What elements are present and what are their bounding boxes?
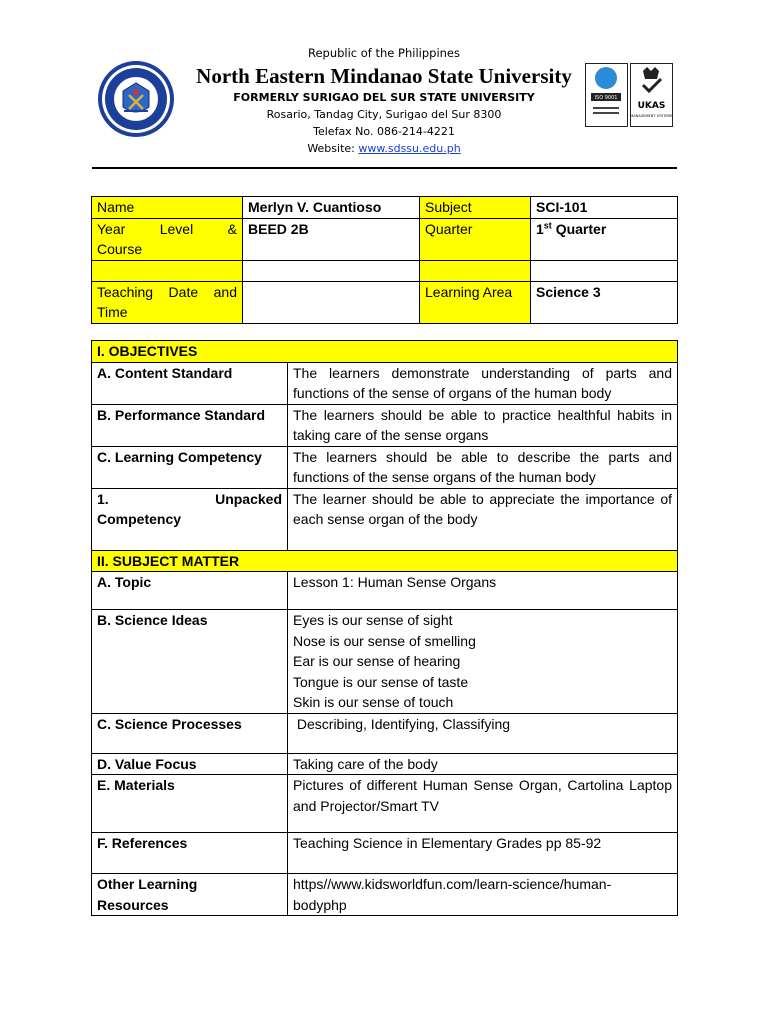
info-row	[92, 218, 678, 260]
info-row	[92, 197, 678, 219]
table-row	[92, 404, 678, 446]
other-resources-label: Other Learning Resources	[92, 874, 288, 916]
content-standard-value: The learners demonstrate understanding of parts and functions of the sense of organs of the human body	[288, 362, 678, 404]
science-ideas-value	[288, 610, 678, 714]
blank-cell	[420, 260, 531, 281]
content-standard-label: A. Content Standard	[92, 362, 288, 404]
cert-ukas-sub-text: MANAGEMENT SYSTEMS	[630, 114, 673, 118]
science-processes-value: Describing, Identifying, Classifying	[288, 713, 678, 753]
university-name: North Eastern Mindanao State University	[196, 64, 572, 88]
website-link[interactable]: www.sdssu.edu.ph	[358, 142, 461, 155]
list-item: Nose is our sense of smelling	[293, 632, 476, 649]
references-label: F. References	[92, 833, 288, 874]
list-item: Tongue is our sense of taste	[293, 673, 469, 690]
lesson-plan-table	[91, 340, 678, 916]
info-row	[92, 260, 678, 281]
quarter-label: Quarter	[420, 218, 531, 260]
blank-cell	[92, 260, 243, 281]
other-resources-value: https//www.kidsworldfun.com/learn-science/human- bodyphp	[288, 874, 678, 916]
value-focus-value: Taking care of the body	[288, 753, 678, 775]
table-row	[92, 753, 678, 775]
section-header-row	[92, 341, 678, 363]
cert-iso-text: ISO 9001	[594, 95, 618, 101]
list-item: Ear is our sense of hearing	[293, 653, 461, 669]
name-value: Merlyn V. Cuantioso	[243, 197, 420, 219]
learning-competency-label: C. Learning Competency	[92, 446, 288, 488]
list-item: Eyes is our sense of sight	[293, 612, 453, 628]
teaching-date-value	[243, 281, 420, 323]
table-row	[92, 488, 678, 550]
teaching-date-label: Teaching Date and Time	[92, 281, 243, 323]
table-row	[92, 833, 678, 874]
table-row	[92, 572, 678, 610]
header-divider	[92, 167, 677, 169]
references-value: Teaching Science in Elementary Grades pp 85-92	[288, 833, 678, 874]
science-ideas-label: B. Science Ideas	[92, 610, 288, 714]
section-header-row	[92, 550, 678, 572]
table-row	[92, 362, 678, 404]
info-table	[91, 196, 678, 324]
table-row	[92, 610, 678, 714]
year-level-label: Year Level & Course	[92, 218, 243, 260]
table-row	[92, 713, 678, 753]
science-processes-label: C. Science Processes	[92, 713, 288, 753]
topic-label: A. Topic	[92, 572, 288, 610]
name-label: Name	[92, 197, 243, 219]
cert-ukas-text: UKAS	[637, 101, 666, 111]
address-text: Rosario, Tandag City, Surigao del Sur 8300	[266, 108, 502, 121]
topic-value: Lesson 1: Human Sense Organs	[288, 572, 678, 610]
university-seal-icon	[96, 59, 176, 139]
quarter-value: 1st Quarter	[531, 218, 678, 260]
performance-standard-label: B. Performance Standard	[92, 404, 288, 446]
materials-value: Pictures of different Human Sense Organ, Cartolina Laptop and Projector/Smart TV	[288, 775, 678, 833]
website-line	[0, 142, 768, 155]
certification-logo-icon	[585, 63, 673, 127]
learning-competency-value: The learners should be able to describe the parts and functions of the sense organs of the human body	[288, 446, 678, 488]
blank-cell	[243, 260, 420, 281]
telefax-text: Telefax No. 086-214-4221	[313, 125, 455, 138]
table-row	[92, 775, 678, 833]
table-row	[92, 446, 678, 488]
learning-area-label: Learning Area	[420, 281, 531, 323]
unpacked-competency-label: 1. Unpacked Competency	[92, 488, 288, 550]
subject-value: SCI-101	[531, 197, 678, 219]
year-level-value: BEED 2B	[243, 218, 420, 260]
republic-text: Republic of the Philippines	[307, 46, 461, 60]
list-item: Skin is our sense of touch	[293, 694, 454, 710]
subject-label: Subject	[420, 197, 531, 219]
blank-cell	[531, 260, 678, 281]
subject-matter-heading: II. SUBJECT MATTER	[92, 550, 678, 572]
materials-label: E. Materials	[92, 775, 288, 833]
website-label: Website:	[307, 142, 359, 155]
value-focus-label: D. Value Focus	[92, 753, 288, 775]
performance-standard-value: The learners should be able to practice healthful habits in taking care of the sense organs	[288, 404, 678, 446]
objectives-heading: I. OBJECTIVES	[92, 341, 678, 363]
formerly-text: FORMERLY SURIGAO DEL SUR STATE UNIVERSITY	[233, 91, 535, 104]
table-row	[92, 874, 678, 916]
info-row	[92, 281, 678, 323]
unpacked-competency-value: The learner should be able to appreciate the importance of each sense organ of the body	[288, 488, 678, 550]
learning-area-value: Science 3	[531, 281, 678, 323]
